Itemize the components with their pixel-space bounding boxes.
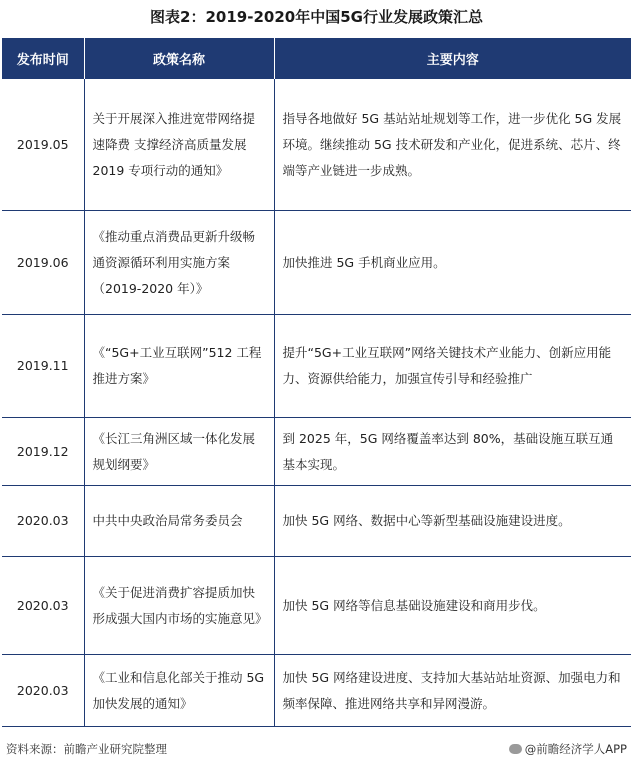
cell-date: 2019.05 bbox=[2, 79, 84, 211]
cell-policy: 《“5G+工业互联网”512 工程推进方案》 bbox=[84, 315, 274, 418]
footer bbox=[6, 741, 627, 757]
wechat-icon bbox=[509, 744, 522, 754]
column-header-date: 发布时间 bbox=[2, 38, 84, 79]
cell-content: 加快 5G 网络、数据中心等新型基础设施建设进度。 bbox=[274, 486, 631, 557]
cell-policy: 中共中央政治局常务委员会 bbox=[84, 486, 274, 557]
cell-policy: 《长江三角洲区域一体化发展规划纲要》 bbox=[84, 418, 274, 486]
table-row bbox=[2, 211, 631, 315]
cell-policy: 《关于促进消费扩容提质加快形成强大国内市场的实施意见》 bbox=[84, 557, 274, 655]
cell-date: 2019.12 bbox=[2, 418, 84, 486]
table-header-row bbox=[2, 38, 631, 79]
table-row bbox=[2, 418, 631, 486]
cell-content: 加快推进 5G 手机商业应用。 bbox=[274, 211, 631, 315]
cell-date: 2019.06 bbox=[2, 211, 84, 315]
table-row bbox=[2, 79, 631, 211]
cell-date: 2020.03 bbox=[2, 557, 84, 655]
table-row bbox=[2, 655, 631, 727]
column-header-content: 主要内容 bbox=[274, 38, 631, 79]
policy-table bbox=[2, 38, 631, 727]
table-row bbox=[2, 486, 631, 557]
table-row bbox=[2, 557, 631, 655]
cell-date: 2020.03 bbox=[2, 655, 84, 727]
cell-date: 2019.11 bbox=[2, 315, 84, 418]
app-credit bbox=[509, 741, 627, 757]
cell-policy: 关于开展深入推进宽带网络提速降费 支撑经济高质量发展 2019 专项行动的通知》 bbox=[84, 79, 274, 211]
cell-content: 提升“5G+工业互联网”网络关键技术产业能力、创新应用能力、资源供给能力，加强宣传引导和经验推广 bbox=[274, 315, 631, 418]
source-note: 资料来源：前瞻产业研究院整理 bbox=[6, 742, 167, 756]
column-header-policy: 政策名称 bbox=[84, 38, 274, 79]
page-title: 图表2：2019-2020年中国5G行业发展政策汇总 bbox=[150, 8, 483, 26]
cell-content: 加快 5G 网络等信息基础设施建设和商用步伐。 bbox=[274, 557, 631, 655]
cell-policy: 《推动重点消费品更新升级畅通资源循环利用实施方案（2019-2020 年）》 bbox=[84, 211, 274, 315]
cell-date: 2020.03 bbox=[2, 486, 84, 557]
cell-content: 加快 5G 网络建设进度、支持加大基站站址资源、加强电力和频率保障、推进网络共享和异网漫游。 bbox=[274, 655, 631, 727]
cell-policy: 《工业和信息化部关于推动 5G 加快发展的通知》 bbox=[84, 655, 274, 727]
table-row bbox=[2, 315, 631, 418]
app-credit-label: @前瞻经济学人APP bbox=[524, 742, 627, 756]
cell-content: 到 2025 年，5G 网络覆盖率达到 80%，基础设施互联互通基本实现。 bbox=[274, 418, 631, 486]
cell-content: 指导各地做好 5G 基站站址规划等工作，进一步优化 5G 发展环境。继续推动 5G 技术研发和产业化，促进系统、芯片、终端等产业链进一步成熟。 bbox=[274, 79, 631, 211]
